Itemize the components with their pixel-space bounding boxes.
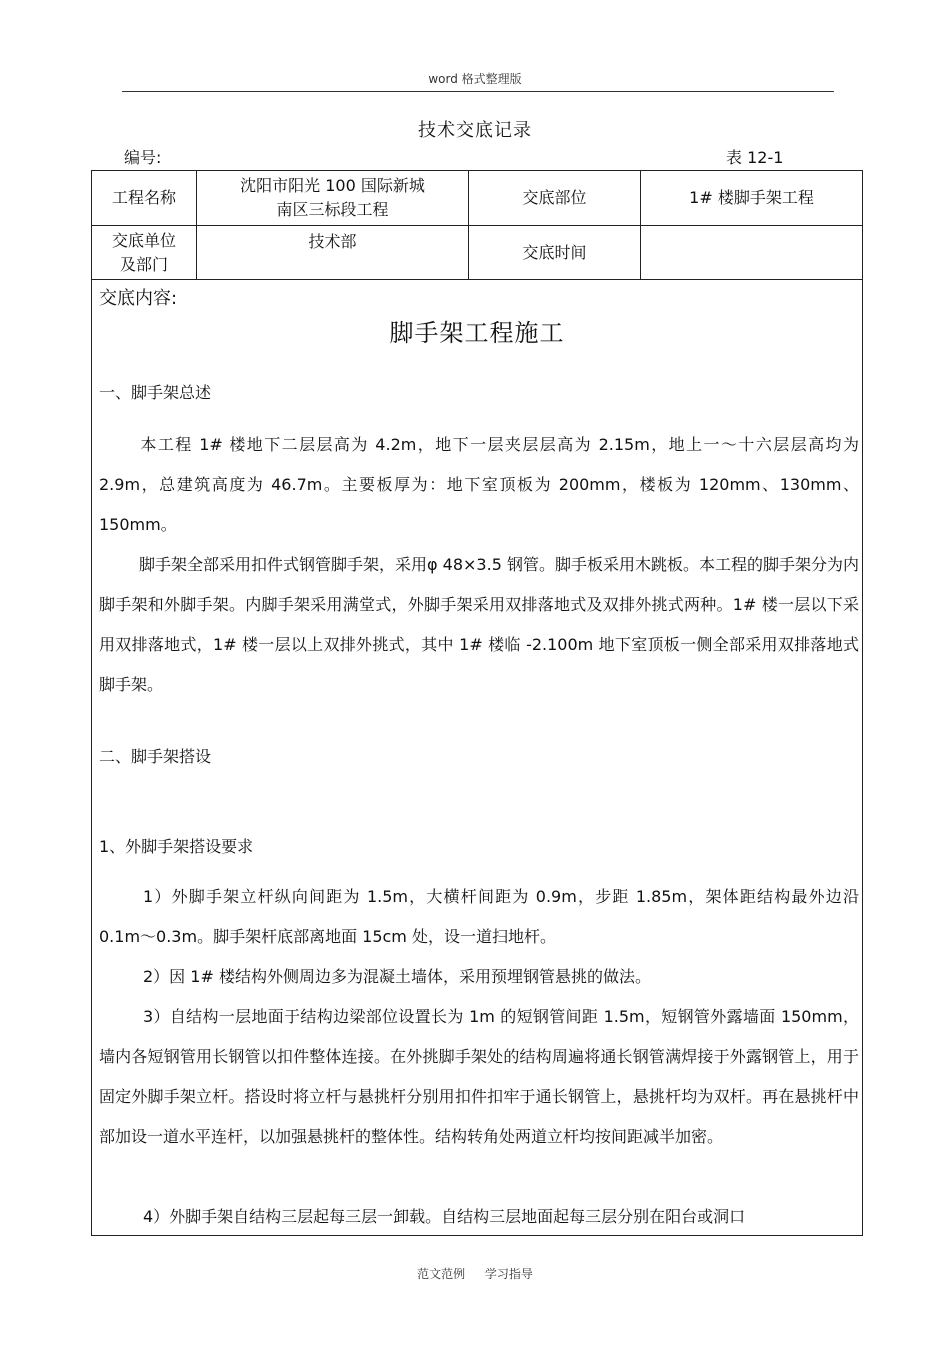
paragraph-text: 4）外脚手架自结构三层起每三层一卸载。自结构三层地面起每三层分别在阳台或洞口 xyxy=(143,1207,746,1226)
project-name-label: 工程名称 xyxy=(111,188,176,207)
unit-label-line1: 交底单位 xyxy=(111,230,176,250)
content-title: 脚手架工程施工 xyxy=(389,319,565,347)
disclosure-form xyxy=(91,170,863,1236)
paragraph-text: 脚手架全部采用扣件式钢管脚手架，采用φ 48×3.5 钢管。脚手板采用木跳板。本工程的脚手架分为内脚手架和外脚手架。内脚手架采用满堂式，外脚手架采用双排落地式及双排外挑式两种。1# 楼一层以下采用双排落地式，1# 楼一层以上双排外挑式，其中 1# 楼临 -2.100m 地下室顶板一侧全部采用双排落地式脚手架。 xyxy=(99,555,859,694)
section-heading-overview: 一、脚手架总述 xyxy=(99,383,212,402)
time-label: 交底时间 xyxy=(522,242,587,262)
table-number: 表 12-1 xyxy=(726,148,784,167)
location-value: 1# 楼脚手架工程 xyxy=(689,188,814,207)
paragraph-overview-1 xyxy=(99,425,859,545)
document-title: 技术交底记录 xyxy=(418,120,532,141)
project-name-line1: 沈阳市阳光 100 国际新城 xyxy=(240,176,425,195)
table-row-divider xyxy=(92,279,862,280)
unit-label-line2: 及部门 xyxy=(119,254,168,274)
page-header-label: word 格式整理版 xyxy=(428,72,522,86)
paragraph-requirement-2 xyxy=(99,957,859,997)
content-label: 交底内容: xyxy=(99,288,178,309)
project-name-value xyxy=(197,171,468,225)
paragraph-text: 2）因 1# 楼结构外侧周边多为混凝土墙体，采用预埋钢管悬挑的做法。 xyxy=(143,967,651,986)
header-divider xyxy=(122,91,834,92)
location-label: 交底部位 xyxy=(522,188,587,207)
paragraph-requirement-3 xyxy=(99,997,859,1157)
page-footer: 范文范例 学习指导 xyxy=(417,1267,533,1281)
paragraph-overview-2 xyxy=(99,545,859,705)
paragraph-text: 3）自结构一层地面于结构边梁部位设置长为 1m 的短钢管间距 1.5m，短钢管外露墙面 150mm，墙内各短钢管用长钢管以扣件整体连接。在外挑脚手架处的结构周遍将通长钢管满焊接于外露钢管上，用于固定外脚手架立杆。搭设时将立杆与悬挑杆分别用扣件扣牢于通长钢管上，悬挑杆均为双杆。再在悬挑杆中部加设一道水平连杆，以加强悬挑杆的整体性。结构转角处两道立杆均按间距减半加密。 xyxy=(99,1007,859,1146)
paragraph-text: 1）外脚手架立杆纵向间距为 1.5m，大横杆间距为 0.9m，步距 1.85m，架体距结构最外边沿 0.1m～0.3m。脚手架杆底部离地面 15cm 处，设一道扫地杆。 xyxy=(99,887,859,946)
document-number-label: 编号: xyxy=(124,148,162,167)
unit-label xyxy=(92,226,196,279)
paragraph-text: 本工程 1# 楼地下二层层高为 4.2m，地下一层夹层层高为 2.15m，地上一～十六层层高均为 2.9m，总建筑高度为 46.7m。主要板厚为：地下室顶板为 200mm，楼板为 120mm、130mm、150mm。 xyxy=(99,435,859,534)
section-heading-erection: 二、脚手架搭设 xyxy=(99,747,212,766)
subsection-heading-external: 1、外脚手架搭设要求 xyxy=(99,837,254,856)
paragraph-requirement-1 xyxy=(99,877,859,957)
project-name-line2: 南区三标段工程 xyxy=(276,200,389,219)
paragraph-requirement-4 xyxy=(99,1197,859,1237)
unit-value: 技术部 xyxy=(308,232,357,251)
time-value xyxy=(641,226,862,279)
